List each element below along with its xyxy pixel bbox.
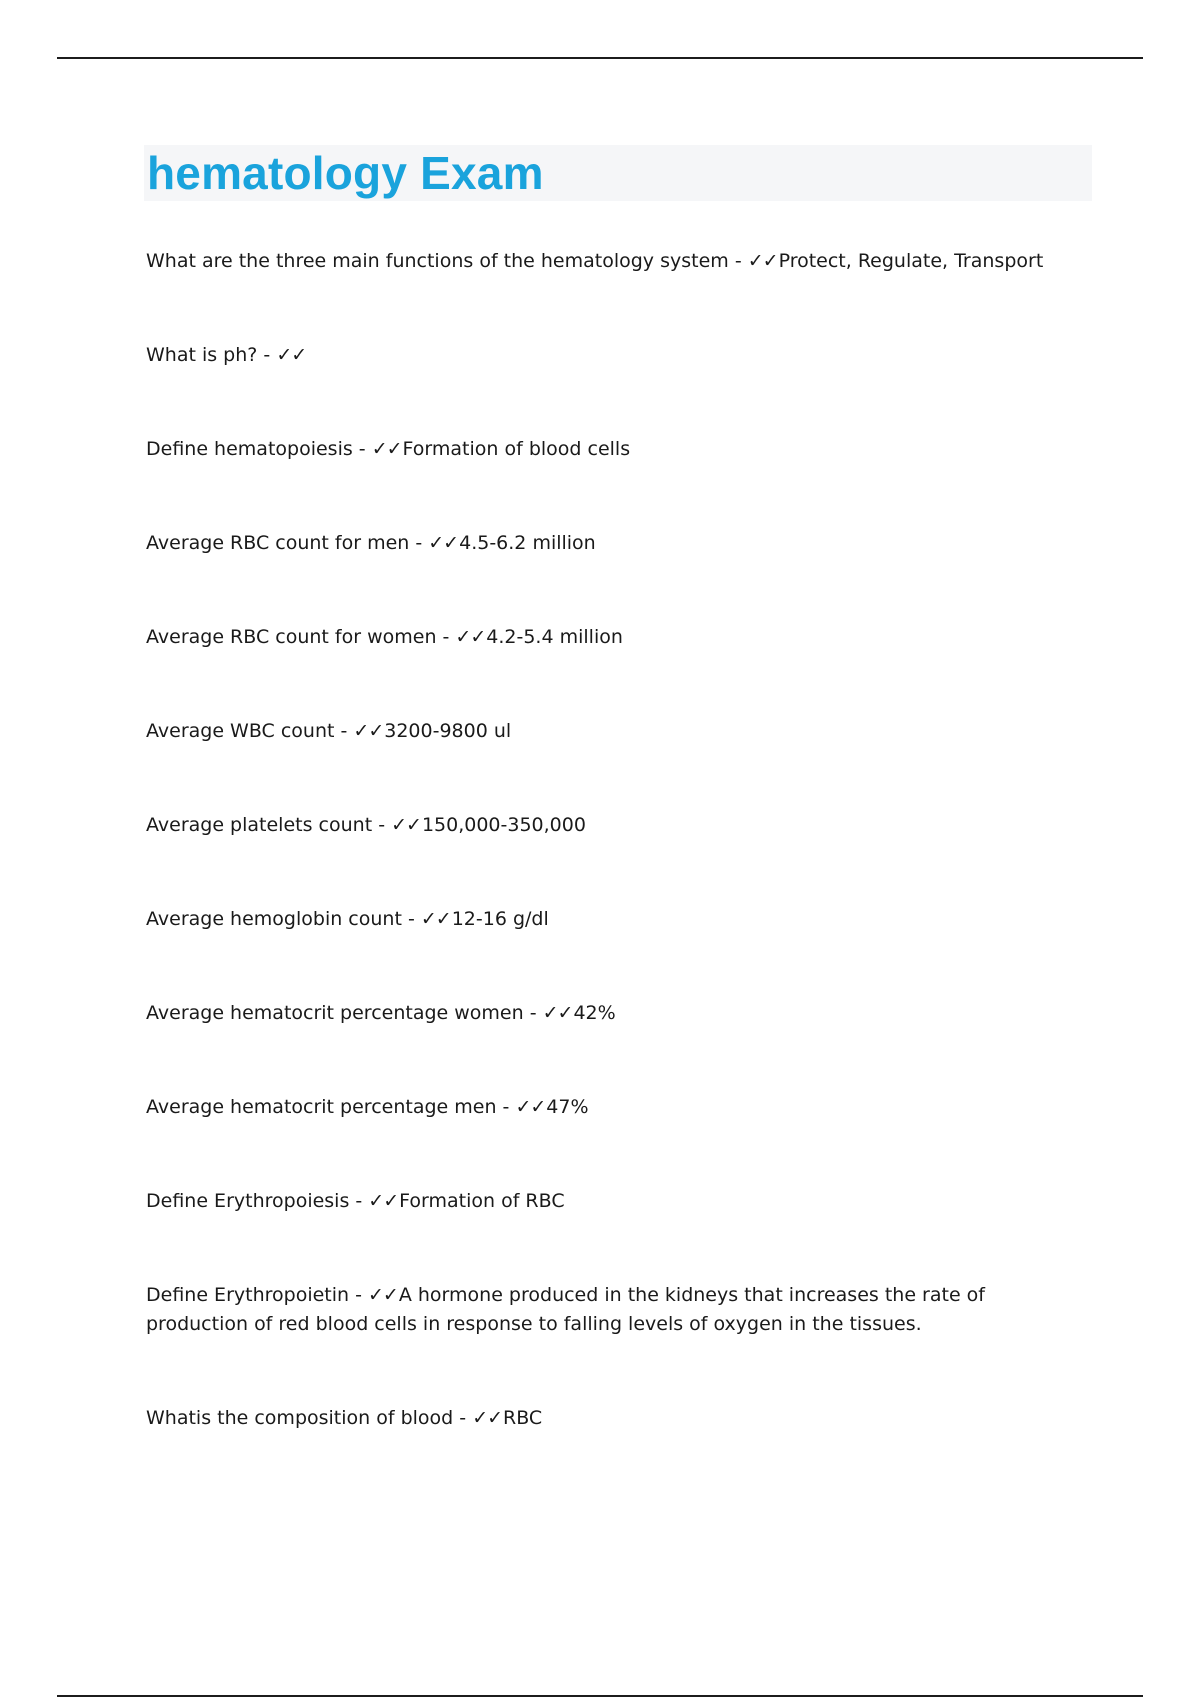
checkmark-icon: ✓✓ xyxy=(371,438,402,460)
checkmark-icon: ✓✓ xyxy=(391,814,421,836)
answer-text: 3200-9800 ul xyxy=(384,720,512,742)
question-text: Average WBC count xyxy=(146,720,335,742)
answer-text: 4.5-6.2 million xyxy=(459,532,596,554)
checkmark-icon: ✓✓ xyxy=(368,1190,399,1212)
question-text: What are the three main functions of the hematology system xyxy=(146,250,729,272)
checkmark-icon: ✓✓ xyxy=(353,720,384,742)
document-title: hematology Exam xyxy=(147,147,544,199)
qa-item xyxy=(146,1281,1086,1339)
answer-text: A hormone produced in the kidneys that increases the rate of production of red blood cells in response to falling levels of oxygen in the tissues. xyxy=(146,1284,985,1335)
qa-item xyxy=(146,247,1086,276)
checkmark-icon: ✓✓ xyxy=(368,1284,398,1306)
qa-item xyxy=(146,435,1086,464)
question-text: Average RBC count for women xyxy=(146,626,437,648)
question-text: Define Erythropoiesis xyxy=(146,1190,350,1212)
question-text: Average hematocrit percentage women xyxy=(146,1002,524,1024)
question-text: Average platelets count xyxy=(146,814,373,836)
checkmark-icon: ✓✓ xyxy=(276,344,307,366)
checkmark-icon: ✓✓ xyxy=(747,250,778,272)
separator: - xyxy=(436,626,456,648)
question-text: What is ph? xyxy=(146,344,258,366)
separator: - xyxy=(496,1096,516,1118)
question-text: Whatis the composition of blood xyxy=(146,1407,454,1429)
question-text: Define Erythropoietin xyxy=(146,1284,350,1306)
question-text: Average hemoglobin count xyxy=(146,908,402,930)
checkmark-icon: ✓✓ xyxy=(515,1096,546,1118)
qa-item xyxy=(146,1093,1086,1122)
bottom-rule xyxy=(57,1695,1143,1697)
answer-text: 12-16 g/dl xyxy=(451,908,549,930)
separator: - xyxy=(401,908,421,930)
checkmark-icon: ✓✓ xyxy=(455,626,486,648)
separator: - xyxy=(257,344,277,366)
qa-item xyxy=(146,1187,1086,1216)
qa-item xyxy=(146,811,1086,840)
separator: - xyxy=(728,250,748,272)
question-text: Average hematocrit percentage men xyxy=(146,1096,497,1118)
qa-item xyxy=(146,717,1086,746)
separator: - xyxy=(334,720,354,742)
answer-text: Formation of blood cells xyxy=(402,438,631,460)
separator: - xyxy=(372,814,392,836)
separator: - xyxy=(349,1284,368,1306)
qa-item xyxy=(146,999,1086,1028)
separator: - xyxy=(453,1407,473,1429)
answer-text: 42% xyxy=(573,1002,616,1024)
qa-item xyxy=(146,529,1086,558)
question-text: Average RBC count for men xyxy=(146,532,410,554)
qa-item xyxy=(146,623,1086,652)
qa-item xyxy=(146,905,1086,934)
answer-text: 4.2-5.4 million xyxy=(486,626,623,648)
qa-item xyxy=(146,341,1086,370)
question-text: Define hematopoiesis xyxy=(146,438,353,460)
top-rule xyxy=(57,57,1143,59)
checkmark-icon: ✓✓ xyxy=(420,908,451,930)
answer-text: Protect, Regulate, Transport xyxy=(778,250,1044,272)
answer-text: 47% xyxy=(546,1096,589,1118)
qa-item xyxy=(146,1404,1086,1433)
answer-text: Formation of RBC xyxy=(399,1190,565,1212)
answer-text: 150,000-350,000 xyxy=(421,814,586,836)
separator: - xyxy=(352,438,372,460)
checkmark-icon: ✓✓ xyxy=(472,1407,503,1429)
separator: - xyxy=(349,1190,369,1212)
separator: - xyxy=(409,532,429,554)
separator: - xyxy=(523,1002,543,1024)
answer-text: RBC xyxy=(503,1407,543,1429)
checkmark-icon: ✓✓ xyxy=(428,532,459,554)
checkmark-icon: ✓✓ xyxy=(542,1002,573,1024)
